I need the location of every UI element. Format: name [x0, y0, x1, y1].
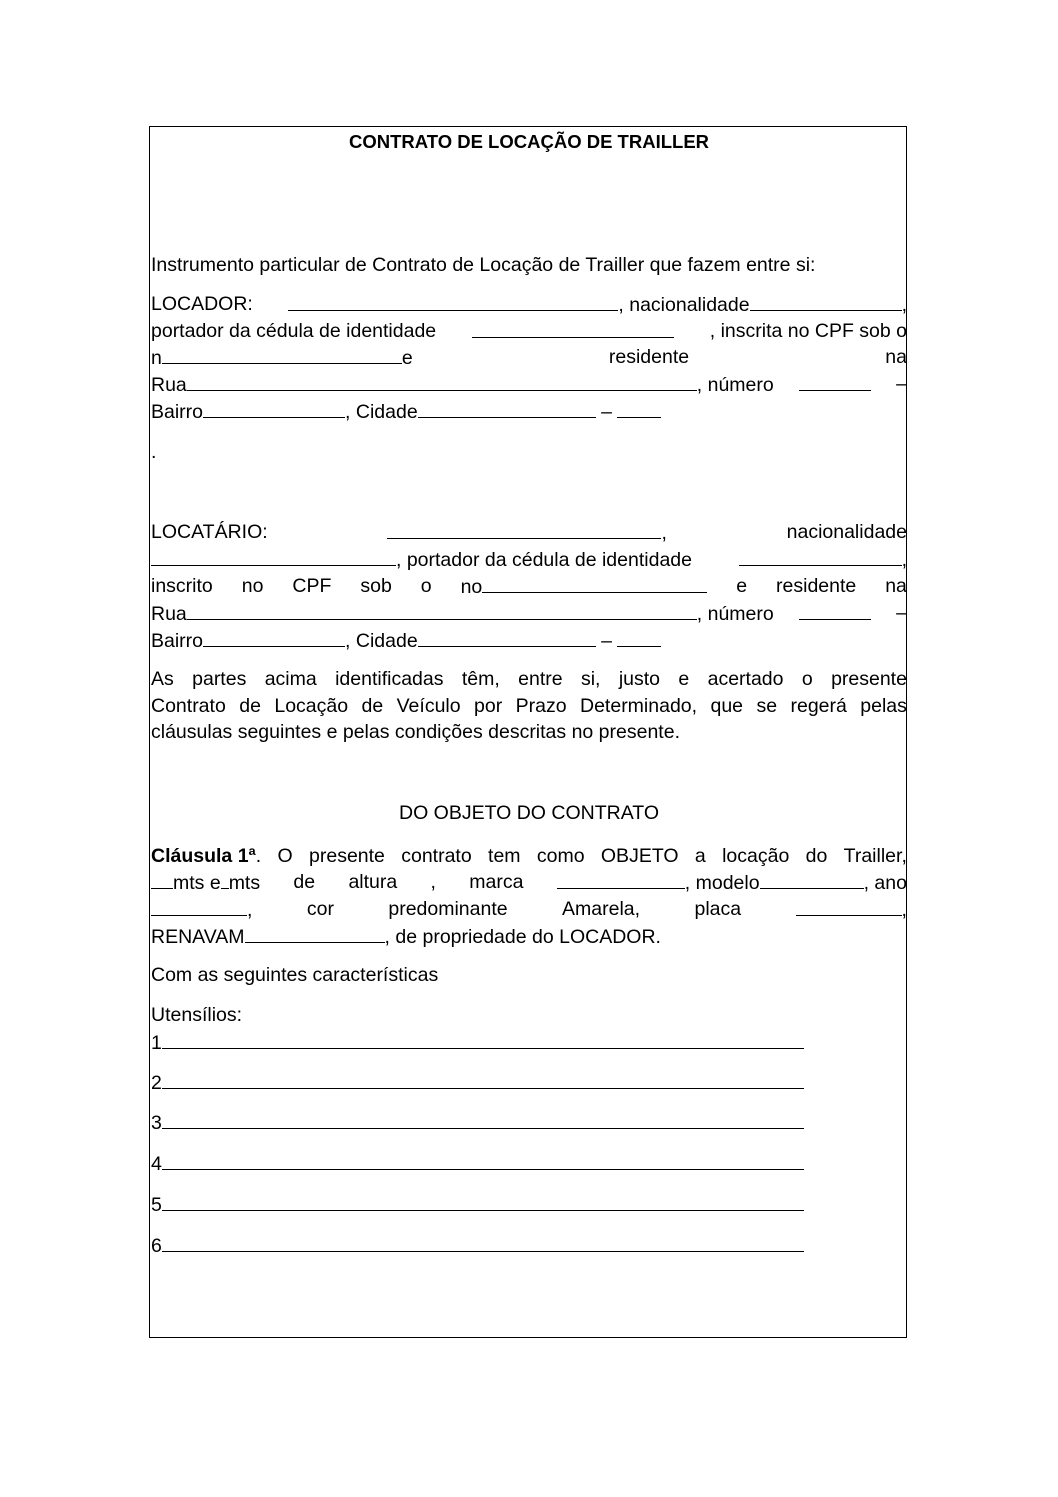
clausula-line-1: Cláusula 1ª. O presente contrato tem como OBJETO a locação do Trailler,	[151, 845, 907, 867]
locador-rg-blank	[472, 319, 674, 338]
partes-line-1: As partes acima identificadas têm, entre si, justo e acertado o presente	[151, 668, 907, 690]
utensilio-blank	[162, 1192, 804, 1211]
locatario-line-4: Rua , número –	[151, 602, 907, 625]
locatario-name-blank	[387, 520, 661, 539]
locatario-line-1: LOCATÁRIO: , nacionalidade	[151, 521, 907, 544]
clausula-height-blank	[221, 870, 229, 889]
locador-line-1: LOCADOR: , nacionalidade ,	[151, 293, 907, 316]
locador-bairro-blank	[203, 399, 345, 418]
clausula-line-4: RENAVAM , de propriedade do LOCADOR.	[151, 926, 661, 948]
caracteristicas-text: Com as seguintes características	[151, 964, 439, 986]
locador-line-4: Rua , número –	[151, 373, 907, 396]
locador-nacionalidade-blank	[750, 292, 902, 311]
locador-name-blank	[288, 292, 618, 311]
locador-cidade-blank	[418, 399, 596, 418]
clausula-line-2: mts e mts de altura , marca , modelo , ano	[151, 870, 907, 895]
locatario-bairro-blank	[203, 628, 345, 647]
utensilio-blank	[162, 1110, 804, 1129]
locador-uf-blank	[617, 399, 661, 418]
locatario-uf-blank	[617, 628, 661, 647]
utensilio-item: 1	[151, 1030, 907, 1055]
locatario-line-5: Bairro , Cidade –	[151, 628, 907, 653]
locador-line-2: portador da cédula de identidade , inscrita no CPF sob o	[151, 320, 907, 342]
partes-line-3: cláusulas seguintes e pelas condições descritas no presente.	[151, 721, 680, 743]
utensilio-item: 4	[151, 1151, 907, 1176]
utensilio-blank	[162, 1151, 804, 1170]
locatario-label: LOCATÁRIO:	[151, 521, 268, 543]
clausula-label: Cláusula 1ª	[151, 845, 256, 867]
utensilio-item: 5	[151, 1192, 907, 1217]
locatario-cidade-blank	[418, 628, 596, 647]
locador-cpf-blank	[162, 345, 402, 364]
utensilio-item: 3	[151, 1110, 907, 1135]
locador-line-3: n e residente na	[151, 346, 907, 369]
intro-text: Instrumento particular de Contrato de Locação de Trailler que fazem entre si:	[151, 254, 816, 276]
utensilio-blank	[162, 1030, 804, 1049]
locador-label: LOCADOR:	[151, 293, 253, 315]
clausula-modelo-blank	[760, 870, 864, 889]
utensilio-item: 6	[151, 1233, 907, 1258]
locatario-nacionalidade-blank	[151, 547, 396, 566]
utensilio-item: 2	[151, 1070, 907, 1095]
page-title: CONTRATO DE LOCAÇÃO DE TRAILLER	[348, 131, 710, 152]
locador-rua-blank	[187, 372, 697, 391]
partes-line-2: Contrato de Locação de Veículo por Prazo Determinado, que se regerá pelas	[151, 695, 907, 717]
locador-dot: .	[151, 441, 157, 463]
utensilio-blank	[162, 1070, 804, 1089]
locatario-line-3: inscrito no CPF sob o no e residente na	[151, 575, 907, 598]
clausula-ano-blank	[151, 897, 247, 916]
utensilios-label: Utensílios:	[151, 1004, 243, 1026]
locatario-cpf-blank	[482, 574, 707, 593]
locatario-line-2: , portador da cédula de identidade ,	[151, 547, 907, 572]
section-title: DO OBJETO DO CONTRATO	[398, 802, 660, 824]
locatario-numero-blank	[799, 601, 871, 620]
locador-line-5: Bairro , Cidade –	[151, 399, 907, 424]
clausula-marca-blank	[557, 870, 685, 889]
locatario-rg-blank	[739, 547, 902, 566]
locatario-rua-blank	[187, 601, 697, 620]
locador-numero-blank	[799, 372, 871, 391]
clausula-length-blank	[151, 870, 173, 889]
utensilio-blank	[162, 1233, 804, 1252]
clausula-renavam-blank	[245, 924, 385, 943]
clausula-placa-blank	[796, 897, 902, 916]
clausula-line-3: , cor predominante Amarela, placa ,	[151, 897, 907, 922]
